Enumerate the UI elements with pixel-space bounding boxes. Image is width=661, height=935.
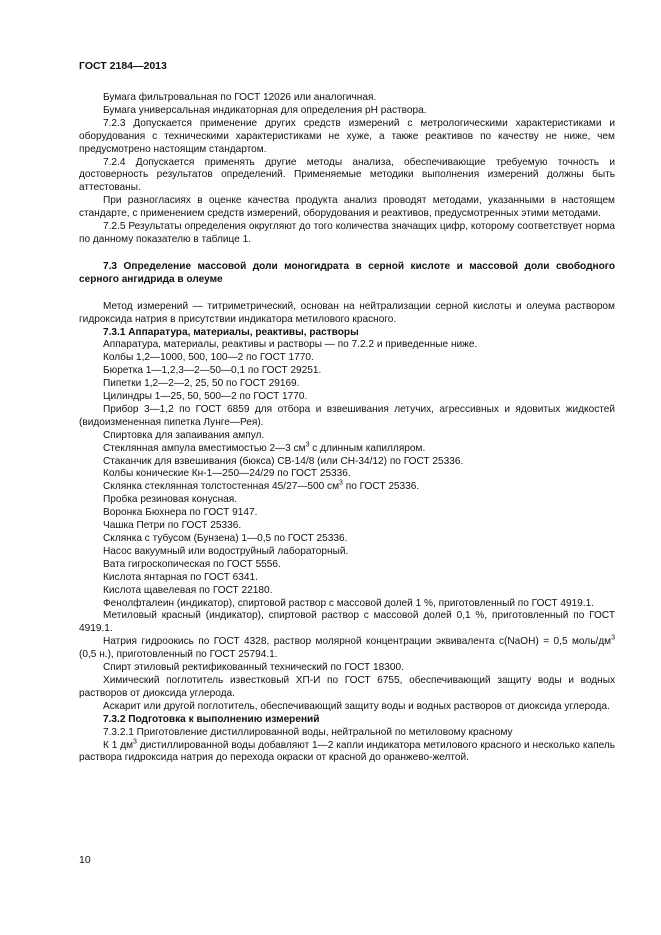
list-item: Аскарит или другой поглотитель, обеспечивающий защиту воды и водных растворов от диоксида углерода. [103, 700, 610, 712]
text-run: Стеклянная ампула вместимостью 2—3 см [103, 442, 306, 454]
list-item: Кислота янтарная по ГОСТ 6341. [103, 571, 258, 583]
list-item: Прибор 3—1,2 по ГОСТ 6859 для отбора и взвешивания летучих, агрессивных и ядовитых жидкостей (видоизмененная пипетка Лунге—Рея). [79, 403, 615, 428]
list-item: Спирт этиловый ректификованный технический по ГОСТ 18300. [103, 662, 404, 674]
text-run: (0,5 н.), приготовленный по ГОСТ 25794.1. [79, 649, 278, 661]
text-run: дистиллированной воды добавляют 1—2 капли индикатора метилового красного и несколько капель раствора гидроксида натрия до перехода окраски от красной до оранжево-желтой. [79, 739, 615, 764]
list-item [79, 636, 615, 662]
paragraph: 7.2.4 Допускается применять другие методы анализа, обеспечивающие требуемую точность и достоверность результатов определений. Применяемые методики выполнения измерений должны быть аттестованы. [79, 156, 615, 194]
list-item: Колбы 1,2—1000, 500, 100—2 по ГОСТ 1770. [103, 352, 314, 364]
list-item: Бюретка 1—1,2,3—2—50—0,1 по ГОСТ 29251. [103, 365, 322, 377]
list-item: Склянка с тубусом (Бунзена) 1—0,5 по ГОСТ 25336. [103, 533, 348, 544]
list-item: Чашка Петри по ГОСТ 25336. [103, 520, 242, 532]
superscript: 3 [339, 480, 343, 488]
page-number: 10 [79, 854, 91, 866]
list-item: Пробка резиновая конусная. [103, 494, 238, 506]
list-item: Пипетки 1,2—2—2, 25, 50 по ГОСТ 29169. [103, 378, 300, 390]
list-item: Вата гигроскопическая по ГОСТ 5556. [103, 558, 281, 570]
superscript: 3 [305, 441, 310, 449]
paragraph: 7.2.5 Результаты определения округляют до того количества значащих цифр, которому соответствует норма по данному показателю в таблице 1. [79, 221, 615, 245]
paragraph: 7.2.3 Допускается применение других средств измерений с метрологическими характеристиками и оборудования с техническими характеристиками не хуже, а также реактивов по качеству не ниже, чем предусмотрено настоящим стандартом. [79, 117, 615, 155]
list-item: Стаканчик для взвешивания (бюкса) СВ-14/8 (или СН-34/12) по ГОСТ 25336. [103, 455, 464, 467]
superscript: 3 [133, 738, 137, 746]
paragraph: Бумага фильтровальная по ГОСТ 12026 или аналогичная. [103, 92, 377, 103]
paragraph: Бумага универсальная индикаторная для определения pH раствора. [103, 104, 427, 116]
text-run: К 1 дм [103, 739, 134, 751]
list-item: Насос вакуумный или водоструйный лабораторный. [103, 545, 349, 557]
list-item: Спиртовка для запаивания ампул. [103, 429, 265, 441]
text-run: по ГОСТ 25336. [342, 481, 420, 493]
list-item: Воронка Бюхнера по ГОСТ 9147. [103, 507, 258, 519]
list-item: Фенолфталеин (индикатор), спиртовой раствор с массовой долей 1 %, приготовленный по ГОСТ 4919.1. [103, 597, 595, 609]
document-body [79, 92, 615, 765]
section-heading: 7.3 Определение массовой доли моногидрата в серной кислоте и массовой доли свободного серного ангидрида в олеуме [79, 260, 615, 285]
superscript: 3 [611, 634, 615, 642]
document-code-header: ГОСТ 2184—2013 [79, 60, 167, 72]
subsection-heading: 7.3.2 Подготовка к выполнению измерений [103, 713, 320, 725]
text-run: Натрия гидроокись по ГОСТ 4328, раствор молярной концентрации эквивалента c(NaOH) = 0,5 моль/дм [103, 636, 612, 648]
list-item: Цилиндры 1—25, 50, 500—2 по ГОСТ 1770. [103, 391, 308, 403]
text-run: с длинным капилляром. [309, 442, 426, 454]
paragraph [79, 740, 615, 766]
paragraph: При разногласиях в оценке качества продукта анализ проводят методами, указанными в настоящем стандарте, с применением средств измерений, оборудования и реактивов, предусмотренных этими методами. [79, 195, 615, 220]
text-run: Склянка стеклянная толстостенная 45/27—500 см [103, 481, 340, 493]
paragraph: Метод измерений — титриметрический, основан на нейтрализации серной кислоты и олеума раствором гидроксида натрия в присутствии индикатора метилового красного. [79, 300, 615, 325]
list-item: Метиловый красный (индикатор), спиртовой раствор с массовой долей 0,1 %, приготовленный по ГОСТ 4919.1. [79, 610, 615, 635]
paragraph: Аппаратура, материалы, реактивы и растворы — по 7.2.2 и приведенные ниже. [103, 339, 478, 351]
list-item: Кислота щавелевая по ГОСТ 22180. [103, 584, 273, 596]
list-item: Химический поглотитель известковый ХП-И по ГОСТ 6755, обеспечивающий защиту воды и водных растворов от диоксида углерода. [79, 674, 615, 699]
list-item [79, 481, 615, 494]
subsection-heading: 7.3.1 Аппаратура, материалы, реактивы, растворы [103, 326, 359, 338]
paragraph: 7.3.2.1 Приготовление дистиллированной воды, нейтральной по метиловому красному [103, 726, 513, 738]
list-item: Колбы конические Кн-1—250—24/29 по ГОСТ 25336. [103, 468, 351, 480]
list-item [79, 443, 615, 456]
